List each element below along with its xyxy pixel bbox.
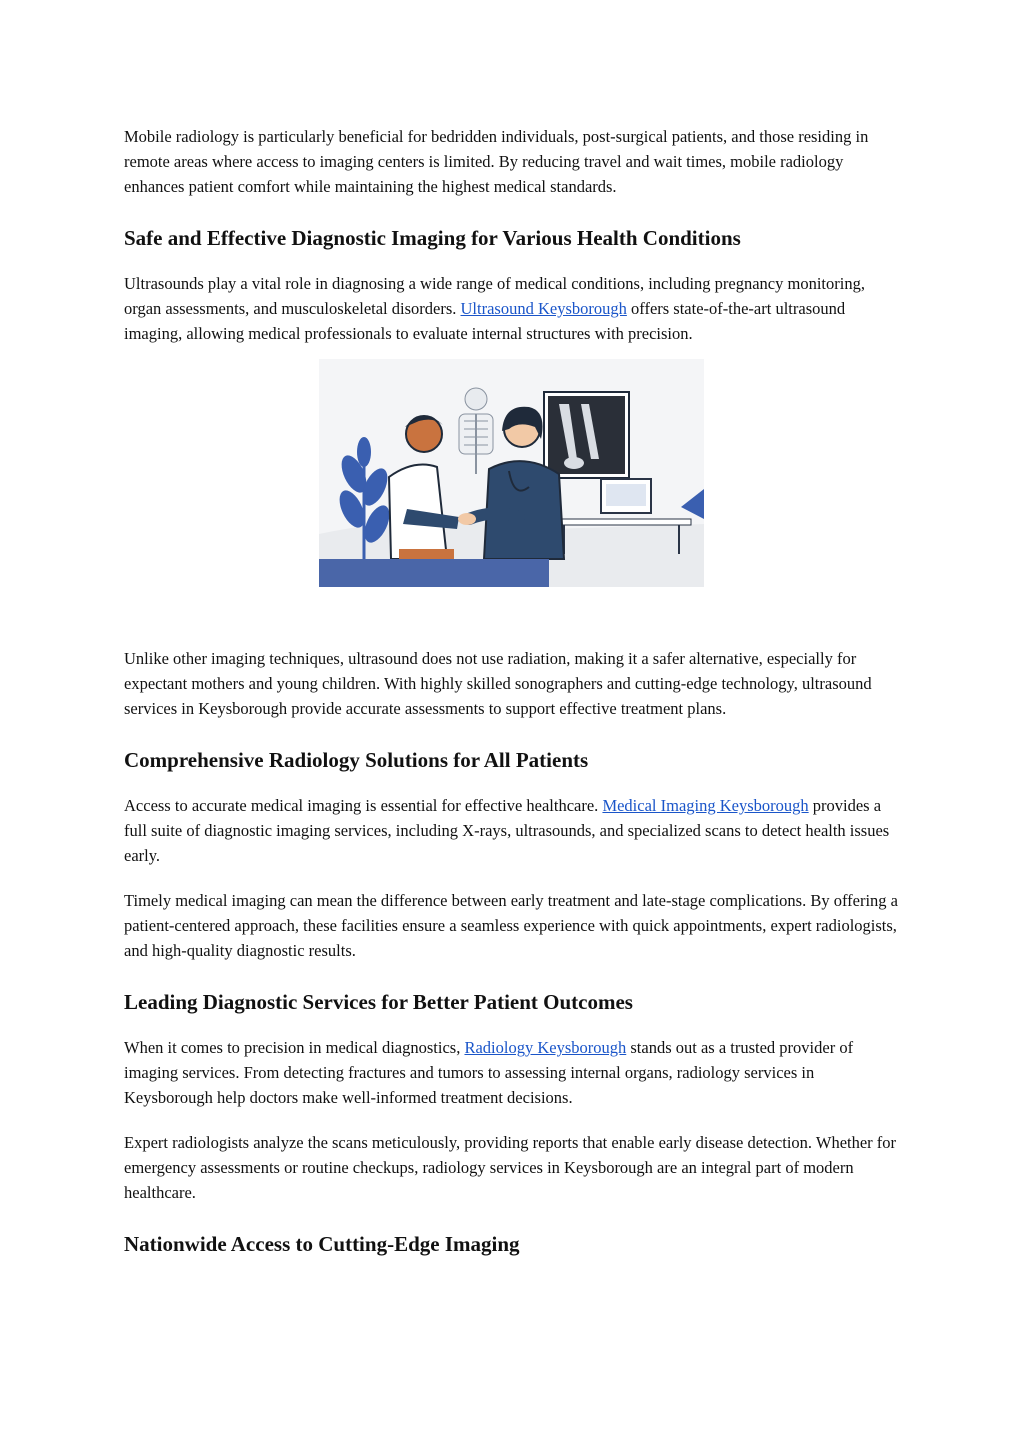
ultrasound-safety-paragraph: Unlike other imaging techniques, ultrasound does not use radiation, making it a safer alternative, especially for expectant mothers and young children. With highly skilled sonographers and cutting-edge technology, ultrasound services in Keysborough provide accurate assessments to support effective treatment plans. xyxy=(124,649,872,718)
link-medical-imaging-keysborough[interactable]: Medical Imaging Keysborough xyxy=(602,796,809,815)
link-ultrasound-keysborough[interactable]: Ultrasound Keysborough xyxy=(460,299,627,318)
intro-paragraph: Mobile radiology is particularly beneficial for bedridden individuals, post-surgical patients, and those residing in remote areas where access to imaging centers is limited. By reducing travel and wait times, mobile radiology enhances patient comfort while maintaining the highest medical standards. xyxy=(124,127,869,196)
heading-comprehensive-radiology: Comprehensive Radiology Solutions for All Patients xyxy=(124,748,589,772)
heading-safe-effective-imaging: Safe and Effective Diagnostic Imaging for Various Health Conditions xyxy=(124,226,741,250)
medical-imaging-paragraph: Access to accurate medical imaging is essential for effective healthcare. Medical Imaging Keysborough provides a full suite of diagnostic imaging services, including X-rays, ultrasounds, and specialized scans to detect health issues early. xyxy=(124,796,890,865)
document-page xyxy=(124,124,900,1257)
doctor-patient-illustration xyxy=(319,359,704,587)
illustration-container xyxy=(124,346,900,646)
heading-leading-diagnostic-services: Leading Diagnostic Services for Better Patient Outcomes xyxy=(124,990,633,1014)
expert-radiologists-paragraph: Expert radiologists analyze the scans meticulously, providing reports that enable early disease detection. Whether for emergency assessments or routine checkups, radiology services in Keysborough are an integral part of modern healthcare. xyxy=(124,1133,897,1202)
link-radiology-keysborough[interactable]: Radiology Keysborough xyxy=(464,1038,627,1057)
ultrasound-paragraph: Ultrasounds play a vital role in diagnosing a wide range of medical conditions, including pregnancy monitoring, organ assessments, and musculoskeletal disorders. Ultrasound Keysborough offers state-of-the-art ultrasound imaging, allowing medical professionals to evaluate internal structures with precision. xyxy=(124,274,865,343)
radiology-paragraph: When it comes to precision in medical diagnostics, Radiology Keysborough stands out as a trusted provider of imaging services. From detecting fractures and tumors to assessing internal organs, radiology services in Keysborough help doctors make well-informed treatment decisions. xyxy=(124,1038,854,1107)
heading-nationwide-access: Nationwide Access to Cutting-Edge Imaging xyxy=(124,1232,520,1256)
timely-imaging-paragraph: Timely medical imaging can mean the difference between early treatment and late-stage complications. By offering a patient-centered approach, these facilities ensure a seamless experience with quick appointments, expert radiologists, and high-quality diagnostic results. xyxy=(124,891,898,960)
